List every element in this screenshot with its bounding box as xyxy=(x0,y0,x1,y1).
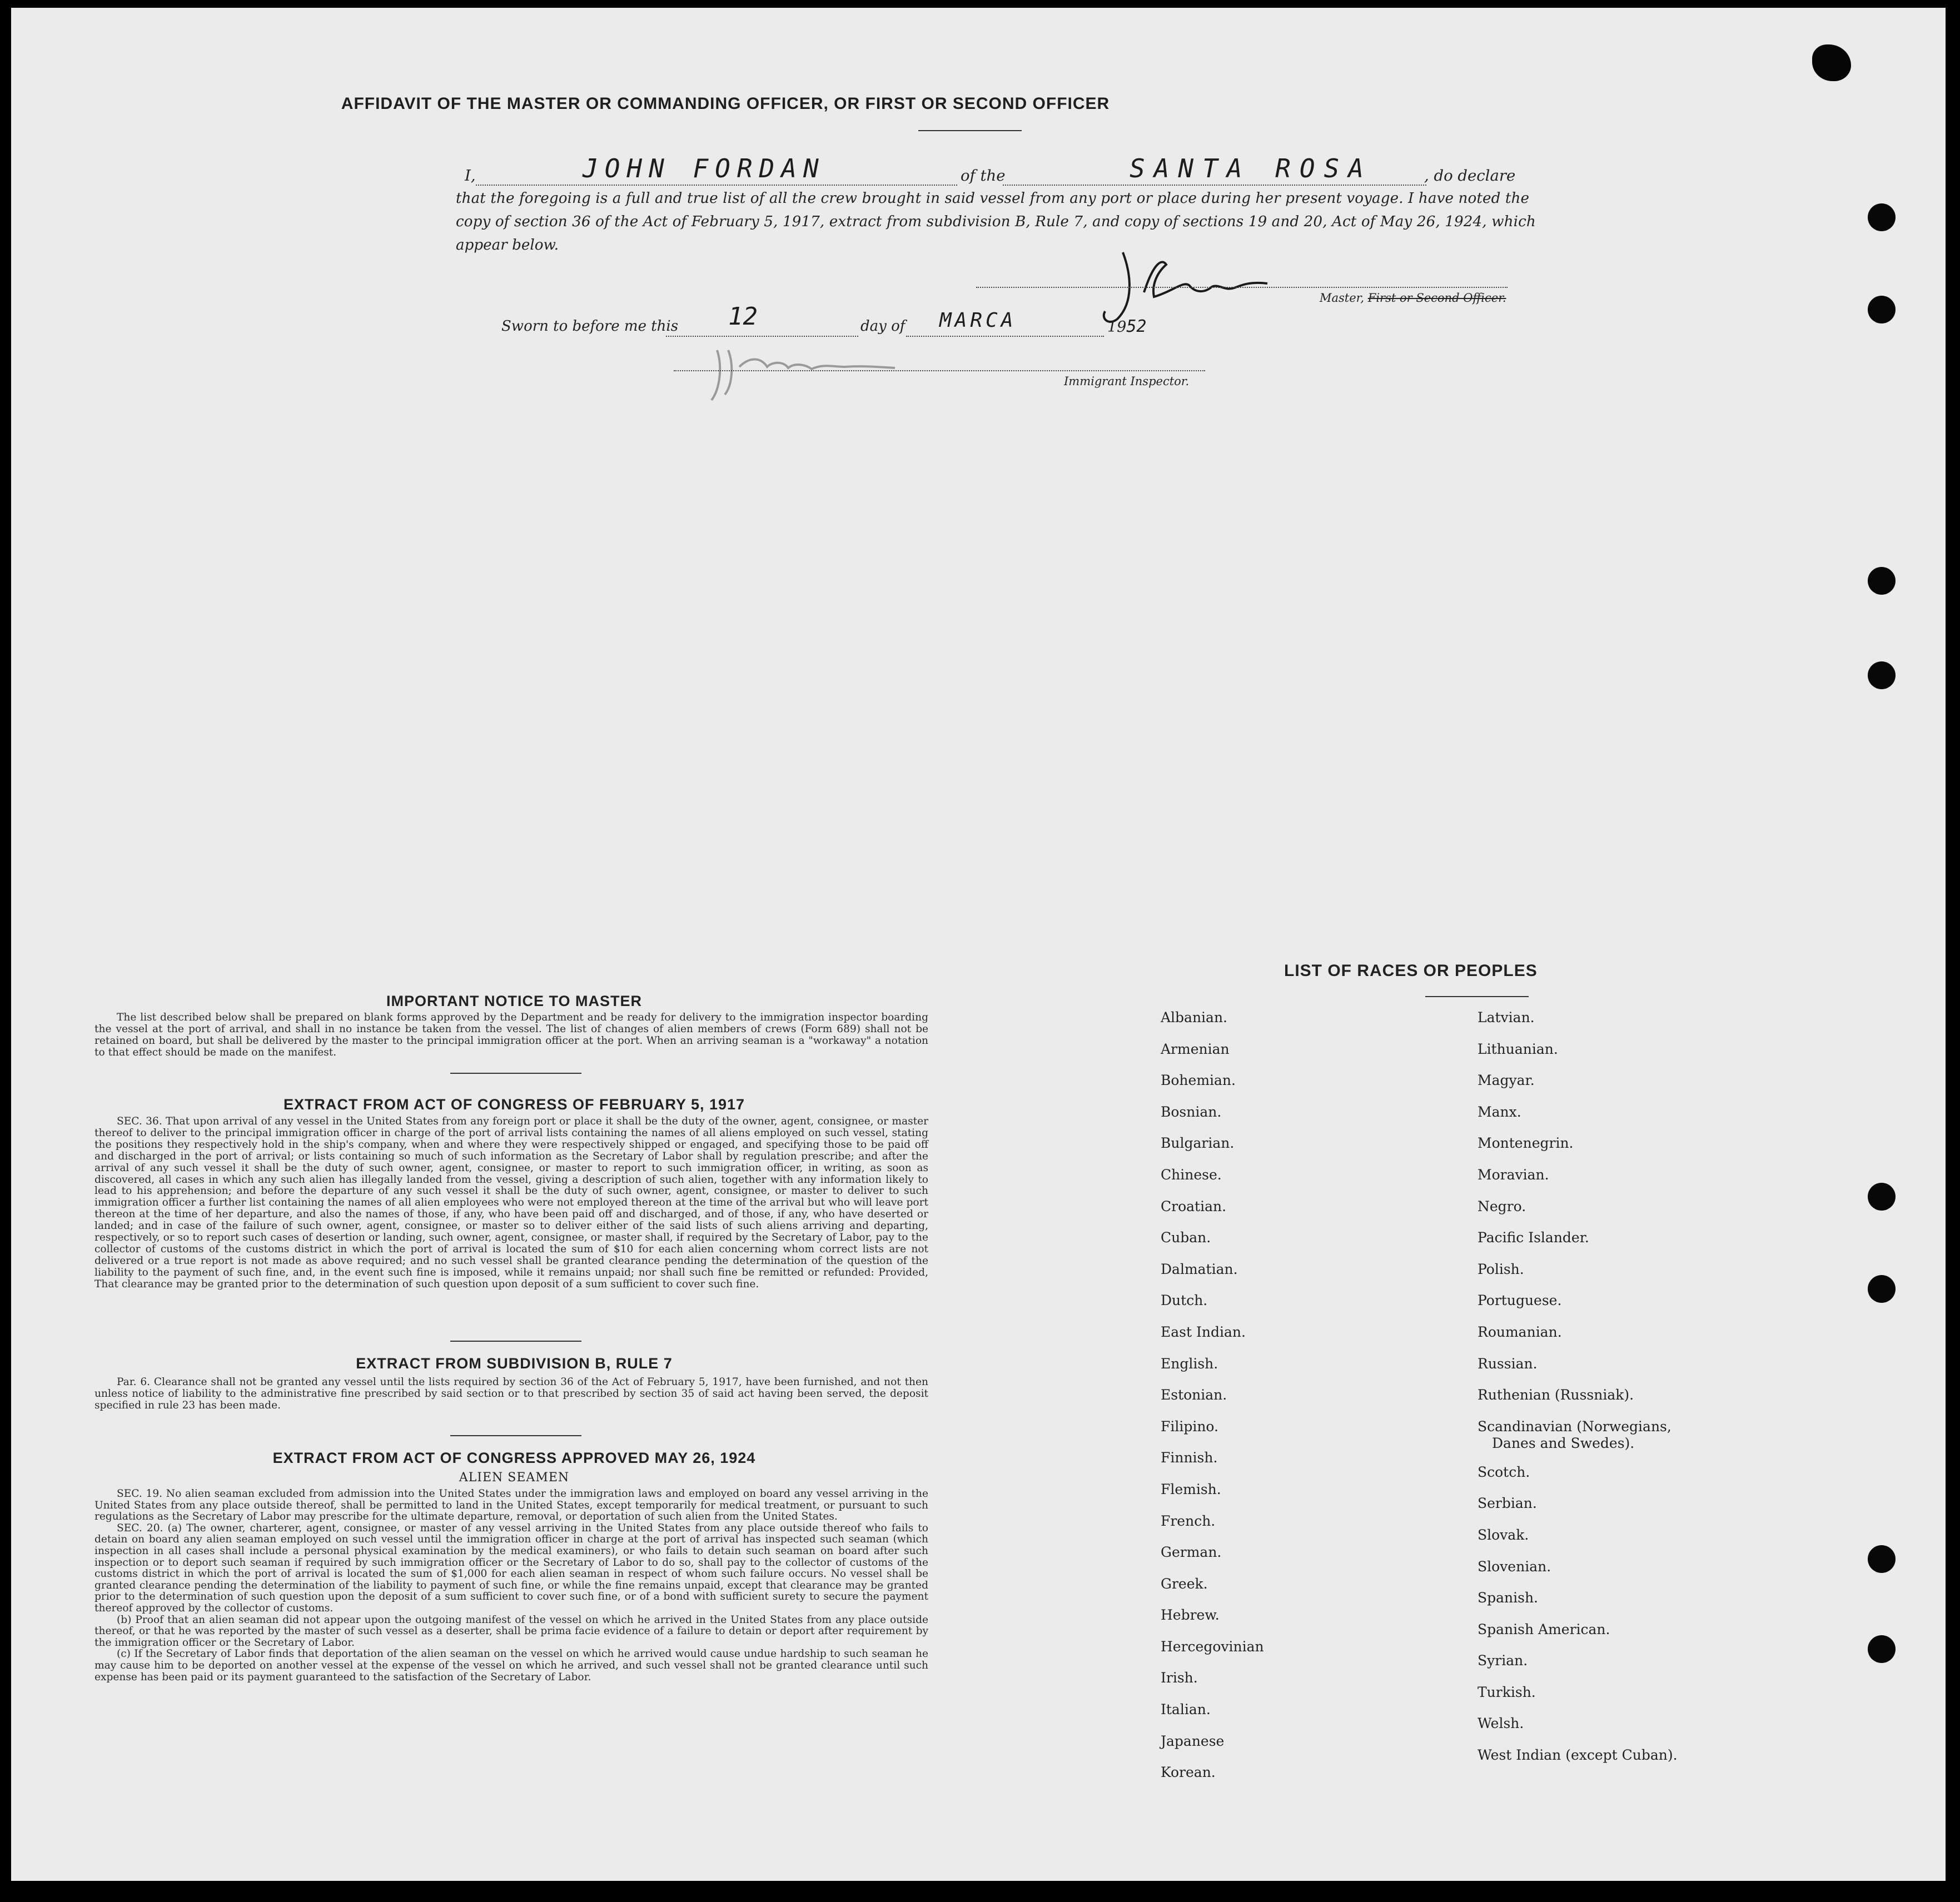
race-item: Slovenian. xyxy=(1478,1558,1551,1575)
year-handwritten: 52 xyxy=(1126,317,1147,336)
extract-1924-title: EXTRACT FROM ACT OF CONGRESS APPROVED MAY 26, 1924 xyxy=(272,1450,756,1466)
race-item: Hercegovinian xyxy=(1161,1638,1264,1655)
race-item: Italian. xyxy=(1161,1701,1211,1718)
race-item: Welsh. xyxy=(1478,1715,1524,1732)
races-title: LIST OF RACES OR PEOPLES xyxy=(1284,962,1538,980)
race-item: Flemish. xyxy=(1161,1481,1221,1497)
race-item: German. xyxy=(1161,1544,1222,1561)
extract-1917-title: EXTRACT FROM ACT OF CONGRESS OF FEBRUARY 5, 1917 xyxy=(283,1096,745,1113)
race-item: Roumanian. xyxy=(1478,1323,1562,1340)
races-divider xyxy=(1425,996,1529,997)
race-item: Negro. xyxy=(1478,1198,1526,1214)
do-declare-label: , do declare xyxy=(1424,167,1516,185)
race-item: East Indian. xyxy=(1161,1323,1246,1340)
race-item: Croatian. xyxy=(1161,1198,1227,1214)
rule7-title: EXTRACT FROM SUBDIVISION B, RULE 7 xyxy=(356,1355,673,1372)
race-item: Lithuanian. xyxy=(1478,1040,1558,1057)
vessel-name-line xyxy=(1003,185,1426,186)
race-item: Japanese xyxy=(1161,1732,1225,1749)
document-page xyxy=(11,8,1946,1881)
declaration-line-3: copy of section 36 of the Act of February 5, 1917, extract from subdivision B, Rule 7, and copy of sections 19 and 20, Act of May 26, 1924, which xyxy=(456,213,1536,230)
punch-hole xyxy=(1868,296,1896,323)
notice-title: IMPORTANT NOTICE TO MASTER xyxy=(386,993,642,1009)
punch-hole xyxy=(1868,567,1896,595)
race-item: Armenian xyxy=(1161,1040,1230,1057)
sworn-day: 12 xyxy=(728,302,758,331)
sworn-month-line xyxy=(906,336,1104,337)
races-right-column xyxy=(1478,1009,1678,1779)
race-item: Scotch. xyxy=(1478,1463,1530,1480)
title-divider xyxy=(918,130,1022,131)
punch-hole xyxy=(1868,1545,1896,1573)
vessel-name: SANTA ROSA xyxy=(1130,153,1372,183)
sworn-label: Sworn to before me this xyxy=(501,318,679,335)
extract-1917-divider xyxy=(450,1341,581,1342)
notice-paragraph: The list described below shall be prepared on blank forms approved by the Department and be ready for delivery to the immigration inspector boarding the vessel at the port of arrival, and shall in no instance be taken from the vessel. The list of changes of alien members of crews (Form 689) shall not be retained on board, but shall be delivered by the master to the principal immigration officer at the port. When an arriving seaman is a "workaway" a notation to that effect should be made on the manifest. xyxy=(94,1012,928,1058)
punch-hole xyxy=(1868,661,1896,689)
declaration-line-4: appear below. xyxy=(456,237,559,253)
races-left-column xyxy=(1161,1009,1264,1796)
race-item: Slovak. xyxy=(1478,1526,1529,1543)
notice-divider xyxy=(450,1073,581,1074)
race-item: Dalmatian. xyxy=(1161,1261,1238,1277)
sec20c-paragraph: (c) If the Secretary of Labor finds that deportation of the alien seaman on the vessel on which he arrived would cause undue hardship to such seaman he may cause him to be deported on another vessel at the expense of the vessel on which he arrived, and such vessel shall not be granted clearance until such expense has been paid or its payment guaranteed to the satisfaction of the Secretary of Labor. xyxy=(94,1648,928,1683)
sec36-paragraph: SEC. 36. That upon arrival of any vessel in the United States from any foreign port or place it shall be the duty of the owner, agent, consignee, or master thereof to deliver to the principal immigration officer in charge of the port of arrival lists containing the names of all aliens employed on such vessel, stating the positions they respectively hold in the ship's company, when and where they were respectively shipped or engaged, and specifying those to be paid off and discharged in the port of arrival; or lists containing so much of such information as the Secretary of Labor shall by regulation prescribe; and after the arrival of any such vessel it shall be the duty of such owner, agent, consignee, or master to report to such immigration officer, in writing, as soon as discovered, all cases in which any such alien has illegally landed from the vessel, giving a description of such alien, together with any information likely to lead to his apprehension; and before the departure of any such vessel it shall be the duty of such owner, agent, consignee, or master to deliver to such immigration officer a further list containing the names of all alien employees who were not employed thereon at the time of the arrival but who will leave port thereon at the time of her departure, and also the names of those, if any, who have been paid off and discharged, and of those, if any, who have deserted or landed; and in case of the failure of such owner, agent, consignee, or master so to deliver either of the said lists of such aliens arriving and departing, respectively, or so to report such cases of desertion or landing, such owner, agent, consignee, or master shall, if required by the Secretary of Labor, pay to the collector of customs of the customs district in which the port of arrival is located the sum of $10 for each alien concerning whom correct lists are not delivered or a true report is not made as above required; and no such vessel shall be granted clearance pending the determination of the question of the liability to the payment of such fine, and, in the event such fine is imposed, while it remains unpaid; nor shall such fine be remitted or refunded: Provided, That clearance may be granted prior to the determination of such question upon deposit of a sum sufficient to cover such fine. xyxy=(94,1116,928,1290)
rule7-divider xyxy=(450,1435,581,1436)
race-item: French. xyxy=(1161,1512,1216,1529)
race-item: Russian. xyxy=(1478,1355,1538,1372)
master-label xyxy=(1320,291,1506,305)
of-the-label: of the xyxy=(961,167,1006,185)
alien-seamen-subtitle: ALIEN SEAMEN xyxy=(459,1471,570,1485)
race-item: Bohemian. xyxy=(1161,1072,1236,1089)
sec20a-paragraph: SEC. 20. (a) The owner, charterer, agent, consignee, or master of any vessel arriving in the United States from any place outside thereof who fails to detain on board any alien seaman employed on such vessel until the immigration officer in charge at the port of arrival has inspected such seaman (which inspection in all cases shall include a personal physical examination by the medical examiners), or who fails to detain such seaman on board after such inspection or to deport such seaman if required by such immigration officer or the Secretary of Labor to do so, shall pay to the collector of customs of the customs district in which the port of arrival is located the sum of $1,000 for each alien seaman in respect of whom such failure occurs. No vessel shall be granted clearance pending the determination of the liability to payment of such fine, or while the fine remains unpaid, except that clearance may be granted prior to the determination of such question upon the deposit of a sum sufficient to cover such fine, or of a bond with sufficient surety to secure the payment thereof approved by the collector of customs. xyxy=(94,1522,928,1614)
race-item: Cuban. xyxy=(1161,1229,1211,1246)
race-item: Ruthenian (Russniak). xyxy=(1478,1387,1634,1403)
race-item: Estonian. xyxy=(1161,1387,1227,1403)
race-item: Latvian. xyxy=(1478,1009,1535,1025)
affidavit-title: AFFIDAVIT OF THE MASTER OR COMMANDING OFFICER, OR FIRST OR SECOND OFFICER xyxy=(341,94,1110,113)
race-item: Magyar. xyxy=(1478,1072,1535,1089)
race-item: Pacific Islander. xyxy=(1478,1229,1589,1246)
extract-1917-text xyxy=(94,1116,928,1291)
punch-hole xyxy=(1868,1183,1896,1211)
inspector-signature-line xyxy=(674,370,1205,371)
race-item: Turkish. xyxy=(1478,1684,1536,1700)
race-item: Scandinavian (Norwegians, xyxy=(1478,1418,1672,1435)
master-name: JOHN FORDAN xyxy=(583,153,825,183)
master-signature-line xyxy=(976,287,1508,288)
punch-hole xyxy=(1868,1275,1896,1303)
inspector-label: Immigrant Inspector. xyxy=(1064,375,1190,388)
race-item: English. xyxy=(1161,1355,1218,1372)
race-item: Spanish American. xyxy=(1478,1621,1610,1637)
rule7-paragraph: Par. 6. Clearance shall not be granted any vessel until the lists required by section 36 of the Act of February 5, 1917, have been furnished, and not then unless notice of liability to the administrative fine prescribed by said section or to that prescribed by section 35 of said act having been served, the deposit specified in rule 23 has been made. xyxy=(94,1376,928,1411)
sworn-year xyxy=(1107,317,1146,336)
sec19-paragraph: SEC. 19. No alien seaman excluded from admission into the United States under the immigration laws and employed on board any vessel arriving in the United States from any place outside thereof, shall be permitted to land in the United States, except temporarily for medical treatment, or pursuant to such regulations as the Secretary of Labor may prescribe for the ultimate departure, removal, or deportation of such alien from the United States. xyxy=(94,1488,928,1523)
race-item: Danes and Swedes). xyxy=(1492,1435,1635,1451)
declaration-i: I, xyxy=(465,167,476,185)
year-printed: 19 xyxy=(1107,318,1127,336)
race-item: Syrian. xyxy=(1478,1652,1528,1669)
punch-hole xyxy=(1868,203,1896,231)
race-item: Polish. xyxy=(1478,1261,1524,1277)
race-item: Portuguese. xyxy=(1478,1292,1562,1309)
race-item: Manx. xyxy=(1478,1103,1521,1120)
race-item: Moravian. xyxy=(1478,1166,1549,1183)
race-item: Bosnian. xyxy=(1161,1103,1222,1120)
rule7-text xyxy=(94,1376,928,1411)
master-label-text: Master, xyxy=(1320,291,1365,305)
day-of-label: day of xyxy=(860,318,906,335)
extract-1924-text xyxy=(94,1488,928,1683)
sec20b-paragraph: (b) Proof that an alien seaman did not appear upon the outgoing manifest of the vessel on which he arrived in the United States from any place outside thereof, or that he was reported by the master of such vessel as a deserter, shall be prima facie evidence of a failure to detain or deport after requirement by the immigration officer or the Secretary of Labor. xyxy=(94,1614,928,1649)
race-item: Chinese. xyxy=(1161,1166,1222,1183)
master-name-line xyxy=(476,185,957,186)
race-item: Spanish. xyxy=(1478,1590,1539,1606)
race-item: Dutch. xyxy=(1161,1292,1208,1309)
race-item: Filipino. xyxy=(1161,1418,1218,1435)
race-item: Finnish. xyxy=(1161,1450,1218,1466)
race-item: Serbian. xyxy=(1478,1495,1537,1512)
punch-hole xyxy=(1868,1635,1896,1663)
race-item: Greek. xyxy=(1161,1575,1208,1592)
race-item: West Indian (except Cuban). xyxy=(1478,1747,1678,1764)
notice-text xyxy=(94,1012,928,1058)
struck-officer-label: First or Second Officer. xyxy=(1367,291,1506,305)
race-item: Bulgarian. xyxy=(1161,1135,1235,1152)
sworn-month: MARCA xyxy=(939,309,1017,332)
race-item: Irish. xyxy=(1161,1670,1198,1686)
race-item: Montenegrin. xyxy=(1478,1135,1574,1152)
race-item: Korean. xyxy=(1161,1764,1216,1781)
corner-tear xyxy=(1812,44,1851,81)
race-item: Albanian. xyxy=(1161,1009,1228,1025)
race-item: Hebrew. xyxy=(1161,1607,1220,1624)
declaration-line-2: that the foregoing is a full and true list of all the crew brought in said vessel from any port or place during her present voyage. I have noted the xyxy=(456,190,1530,207)
